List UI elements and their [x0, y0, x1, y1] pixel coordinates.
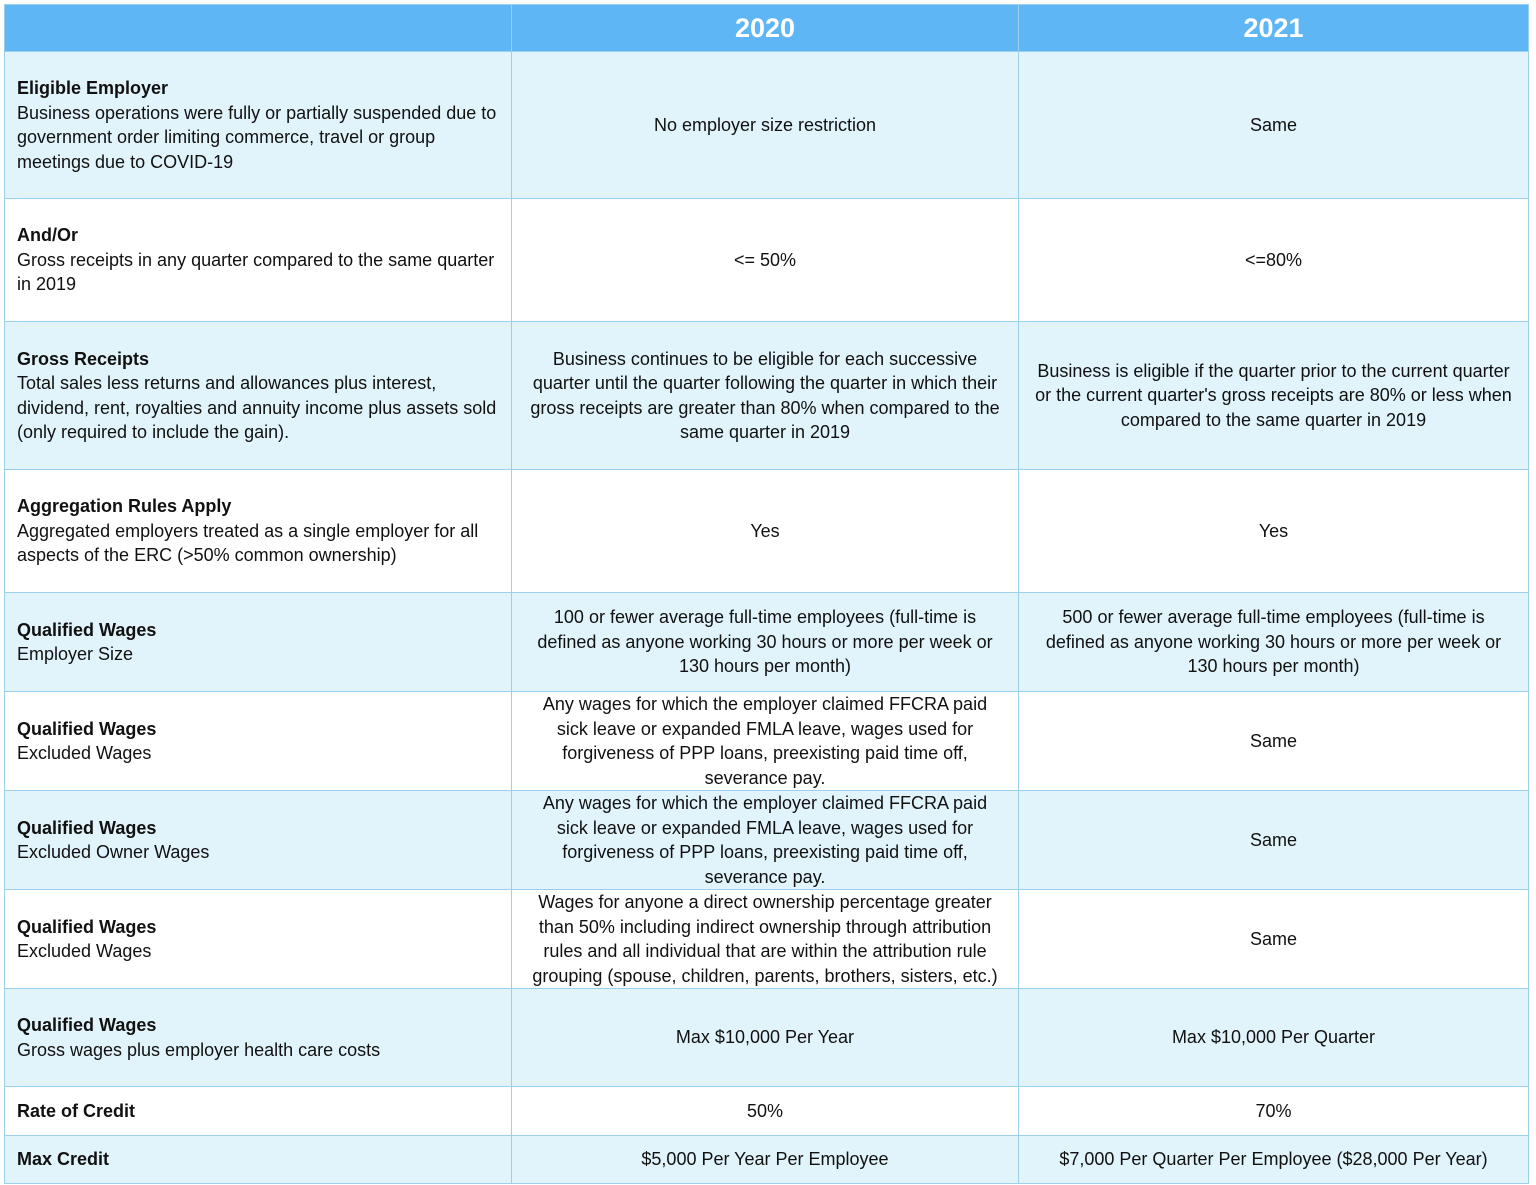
row-title: Aggregation Rules Apply	[17, 496, 232, 517]
table-row	[5, 890, 1529, 989]
value-2020: Yes	[512, 470, 1019, 593]
row-title: Qualified Wages	[17, 817, 157, 838]
table-row	[5, 470, 1529, 593]
row-label	[5, 593, 512, 692]
header-blank-cell	[5, 5, 512, 52]
value-2021: 500 or fewer average full-time employees (full-time is defined as anyone working 30 hours or more per week or 130 hours per month)	[1019, 593, 1529, 692]
value-2021: Yes	[1019, 470, 1529, 593]
row-description: Gross wages plus employer health care costs	[17, 1039, 381, 1060]
row-title: Gross Receipts	[17, 348, 150, 369]
table-row	[5, 199, 1529, 322]
row-title: And/Or	[17, 225, 78, 246]
row-title: Max Credit	[17, 1149, 110, 1170]
value-2021: Max $10,000 Per Quarter	[1019, 989, 1529, 1087]
value-2020: $5,000 Per Year Per Employee	[512, 1136, 1019, 1184]
value-2021: Same	[1019, 52, 1529, 199]
header-2020: 2020	[512, 5, 1019, 52]
table-row	[5, 52, 1529, 199]
value-2020: <= 50%	[512, 199, 1019, 322]
row-description: Excluded Wages	[17, 941, 152, 961]
header-2021: 2021	[1019, 5, 1529, 52]
value-2021: Same	[1019, 890, 1529, 989]
value-2020: Max $10,000 Per Year	[512, 989, 1019, 1087]
row-label	[5, 470, 512, 593]
row-label	[5, 1136, 512, 1184]
value-2020: Any wages for which the employer claimed FFCRA paid sick leave or expanded FMLA leave, wages used for forgiveness of PPP loans, preexisting paid time off, severance pay.	[512, 692, 1019, 791]
table-row	[5, 791, 1529, 890]
row-label	[5, 322, 512, 470]
value-2020: 50%	[512, 1087, 1019, 1136]
value-2021: Same	[1019, 791, 1529, 890]
erc-comparison-table	[4, 4, 1529, 1184]
value-2021: <=80%	[1019, 199, 1529, 322]
value-2020: Business continues to be eligible for each successive quarter until the quarter following the quarter in which their gross receipts are greater than 80% when compared to the same quarter in 2019	[512, 322, 1019, 470]
value-2021: 70%	[1019, 1087, 1529, 1136]
row-description: Employer Size	[17, 644, 134, 664]
row-title: Qualified Wages	[17, 718, 157, 739]
row-label	[5, 791, 512, 890]
value-2021: Business is eligible if the quarter prior to the current quarter or the current quarter's gross receipts are 80% or less when compared to the same quarter in 2019	[1019, 322, 1529, 470]
table-row	[5, 989, 1529, 1087]
table-row	[5, 692, 1529, 791]
row-description: Total sales less returns and allowances plus interest, dividend, rent, royalties and annuity income plus assets sold (only required to include the gain).	[17, 373, 497, 442]
table-row	[5, 322, 1529, 470]
row-label	[5, 1087, 512, 1136]
row-title: Rate of Credit	[17, 1100, 136, 1121]
value-2020: Wages for anyone a direct ownership percentage greater than 50% including indirect ownership through attribution rules and all individual that are within the attribution rule grouping (spouse, children, parents, brothers, sisters, etc.)	[512, 890, 1019, 989]
table-row	[5, 593, 1529, 692]
row-description: Excluded Wages	[17, 743, 152, 763]
row-title: Qualified Wages	[17, 619, 157, 640]
table-row	[5, 1136, 1529, 1184]
value-2020: No employer size restriction	[512, 52, 1019, 199]
value-2021: $7,000 Per Quarter Per Employee ($28,000 Per Year)	[1019, 1136, 1529, 1184]
row-description: Gross receipts in any quarter compared to the same quarter in 2019	[17, 249, 495, 295]
row-title: Qualified Wages	[17, 1015, 157, 1035]
row-description: Excluded Owner Wages	[17, 842, 210, 862]
row-label	[5, 692, 512, 791]
row-label	[5, 989, 512, 1087]
row-label	[5, 52, 512, 199]
value-2021: Same	[1019, 692, 1529, 791]
row-description: Aggregated employers treated as a single employer for all aspects of the ERC (>50% common ownership)	[17, 520, 479, 566]
value-2020: 100 or fewer average full-time employees (full-time is defined as anyone working 30 hours or more per week or 130 hours per month)	[512, 593, 1019, 692]
value-2020: Any wages for which the employer claimed FFCRA paid sick leave or expanded FMLA leave, wages used for forgiveness of PPP loans, preexisting paid time off, severance pay.	[512, 791, 1019, 890]
row-label	[5, 890, 512, 989]
row-title: Eligible Employer	[17, 78, 169, 98]
table-header-row	[5, 5, 1529, 52]
table-row	[5, 1087, 1529, 1136]
row-title: Qualified Wages	[17, 916, 157, 937]
row-label	[5, 199, 512, 322]
row-description: Business operations were fully or partially suspended due to government order limiting commerce, travel or group meetings due to COVID-19	[17, 102, 497, 172]
